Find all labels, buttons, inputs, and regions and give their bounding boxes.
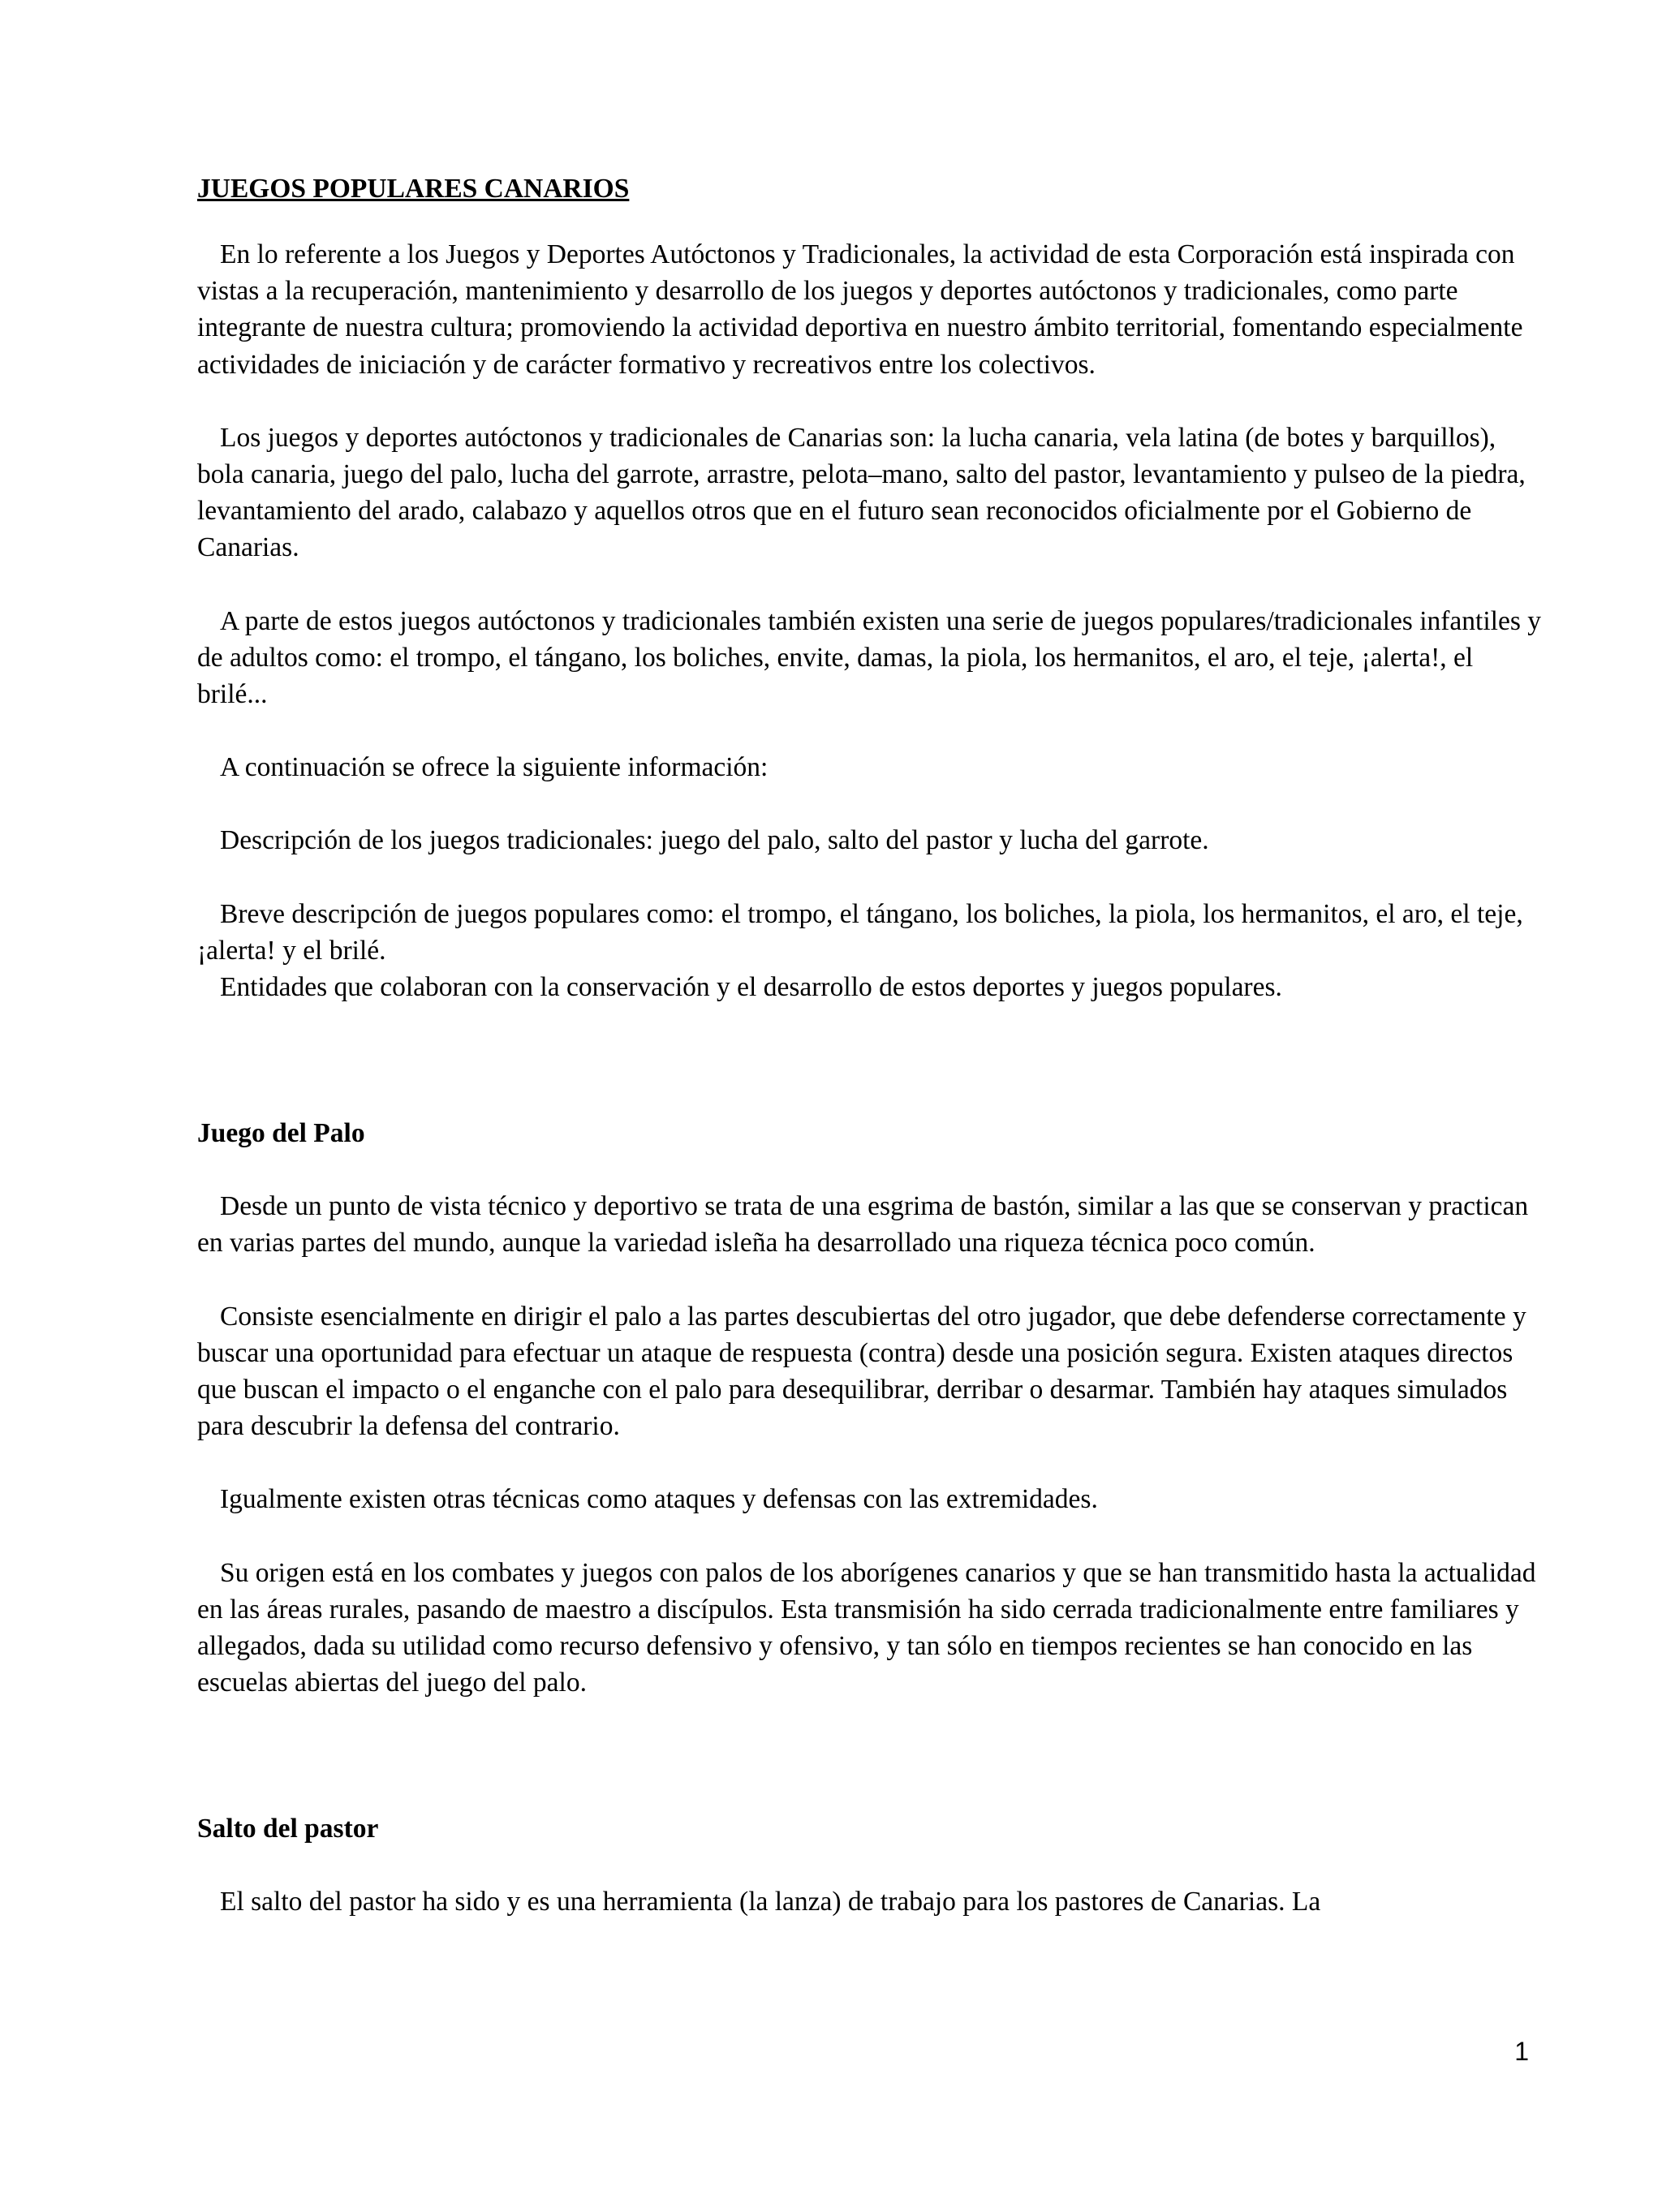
document-title: JUEGOS POPULARES CANARIOS xyxy=(197,174,630,204)
intro-paragraph-7: Entidades que colaboran con la conservación y el desarrollo de estos deportes y juegos populares. xyxy=(220,972,1282,1003)
section-spacer xyxy=(197,1042,1544,1115)
section-heading-salto-del-pastor: Salto del pastor xyxy=(197,1814,379,1844)
page-number: 1 xyxy=(1514,2037,1529,2066)
intro-paragraph-5: Descripción de los juegos tradicionales: juego del palo, salto del pastor y lucha del garrote. xyxy=(220,825,1209,856)
juego-del-palo-paragraph-4: Su origen está en los combates y juegos con palos de los aborígenes canarios y que se han transmitido hasta la actualidad en las áreas rurales, pasando de maestro a discípulos. Esta transmisión ha sido cerrada tradicionalmente entre familiares y allegados, dada su utilidad como recurso defensivo y ofensivo, y tan sólo en tiempos recientes se han conocido en las escuelas abiertas del juego del palo. xyxy=(197,1557,1536,1698)
intro-paragraph-4: A continuación se ofrece la siguiente información: xyxy=(220,752,769,783)
document-body xyxy=(197,170,1544,1921)
section-heading-juego-del-palo: Juego del Palo xyxy=(197,1118,365,1149)
juego-del-palo-paragraph-1: Desde un punto de vista técnico y deportivo se trata de una esgrima de bastón, similar a las que se conservan y practican en varias partes del mundo, aunque la variedad isleña ha desarrollado una riqueza técnica poco común. xyxy=(197,1191,1529,1259)
juego-del-palo-paragraph-2: Consiste esencialmente en dirigir el palo a las partes descubiertas del otro jugador, que debe defenderse correctamente y buscar una oportunidad para efectuar un ataque de respuesta (contra) desde una posición segura. Existen ataques directos que buscan el impacto o el enganche con el palo para desequilibrar, derribar o desarmar. También hay ataques simulados para descubrir la defensa del contrario. xyxy=(197,1301,1526,1442)
juego-del-palo-paragraph-3: Igualmente existen otras técnicas como ataques y defensas con las extremidades. xyxy=(220,1484,1098,1515)
intro-paragraph-6: Breve descripción de juegos populares como: el trompo, el tángano, los boliches, la piola, los hermanitos, el aro, el teje, ¡alerta! y el brilé. xyxy=(197,898,1523,966)
salto-del-pastor-paragraph-1: El salto del pastor ha sido y es una herramienta (la lanza) de trabajo para los pastores de Canarias. La xyxy=(220,1887,1321,1917)
intro-paragraph-2: Los juegos y deportes autóctonos y tradicionales de Canarias son: la lucha canaria, vela latina (de botes y barquillos), bola canaria, juego del palo, lucha del garrote, arrastre, pelota–mano, salto del pastor, levantamiento y pulseo de la piedra, levantamiento del arado, calabazo y aquellos otros que en el futuro sean reconocidos oficialmente por el Gobierno de Canarias. xyxy=(197,422,1526,563)
intro-paragraph-1: En lo referente a los Juegos y Deportes Autóctonos y Tradicionales, la actividad de esta Corporación está inspirada con vistas a la recuperación, mantenimiento y desarrollo de los juegos y deportes autóctonos y tradicionales, como parte integrante de nuestra cultura; promoviendo la actividad deportiva en nuestro ámbito territorial, fomentando especialmente actividades de iniciación y de carácter formativo y recreativos entre los colectivos. xyxy=(197,239,1523,380)
intro-paragraph-3: A parte de estos juegos autóctonos y tradicionales también existen una serie de juegos populares/tradicionales infantiles y de adultos como: el trompo, el tángano, los boliches, envite, damas, la piola, los hermanitos, el aro, el teje, ¡alerta!, el brilé... xyxy=(197,605,1542,710)
section-spacer xyxy=(197,1737,1544,1810)
